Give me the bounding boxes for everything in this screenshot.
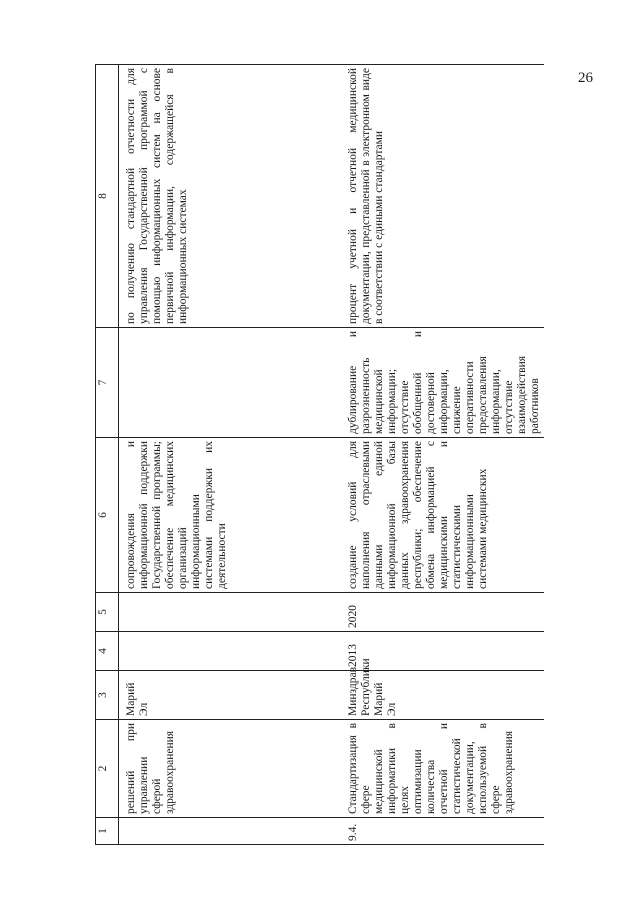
header-row bbox=[96, 65, 119, 845]
page-number: 26 bbox=[578, 70, 593, 86]
expected-result: сопровождения и информационной поддержки Государственной программы; обеспечение медицинских организаций информационными системами поддержки их деятельности bbox=[119, 438, 338, 593]
measure-name: Стандартизация в сфере медицинской информатики в целях оптимизации количества отчетной и статистической документации, используемой в сфере здравоохранения bbox=[337, 720, 544, 818]
executor: Минздрав Республики Марий Эл bbox=[337, 671, 544, 720]
row-number bbox=[119, 818, 338, 845]
program-table bbox=[95, 64, 544, 845]
col-header-1: 1 bbox=[96, 818, 119, 845]
rotated-table bbox=[95, 65, 541, 845]
executor: Марий Эл bbox=[119, 671, 338, 720]
end-year bbox=[119, 593, 338, 632]
expected-result: создание условий для наполнения отраслевыми данными единой информационной базы данных здравоохранения республики; обеспечение обмена информацией с медицинскими и статистическими информационными системами медицинских bbox=[337, 438, 544, 593]
col-header-4: 4 bbox=[96, 632, 119, 671]
col-header-3: 3 bbox=[96, 671, 119, 720]
end-year: 2020 bbox=[337, 593, 544, 632]
col-header-7: 7 bbox=[96, 328, 119, 438]
measure-name: решений при управлении сферой здравоохранения bbox=[119, 720, 338, 818]
indicator-link: по получению стандартной отчетности для управления Государственной программой с помощью информационных систем на основе первичной информации, содержащейся в информационных системах bbox=[119, 65, 338, 328]
col-header-8: 8 bbox=[96, 65, 119, 328]
col-header-2: 2 bbox=[96, 720, 119, 818]
col-header-5: 5 bbox=[96, 593, 119, 632]
consequences bbox=[119, 328, 338, 438]
col-header-6: 6 bbox=[96, 438, 119, 593]
table-row bbox=[119, 65, 338, 845]
start-year bbox=[119, 632, 338, 671]
indicator-link: процент учетной и отчетной медицинской документации, представленной в электронном виде в соответствии с едиными стандартами bbox=[337, 65, 544, 328]
table-row bbox=[337, 65, 544, 845]
start-year: 2013 bbox=[337, 632, 544, 671]
row-number: 9.4. bbox=[337, 818, 544, 845]
consequences: дублирование и разрозненность медицинской информации; отсутствие обобщенной и достоверной информации, снижение оперативности предоставления информации, отсутствие взаимодействия работников bbox=[337, 328, 544, 438]
